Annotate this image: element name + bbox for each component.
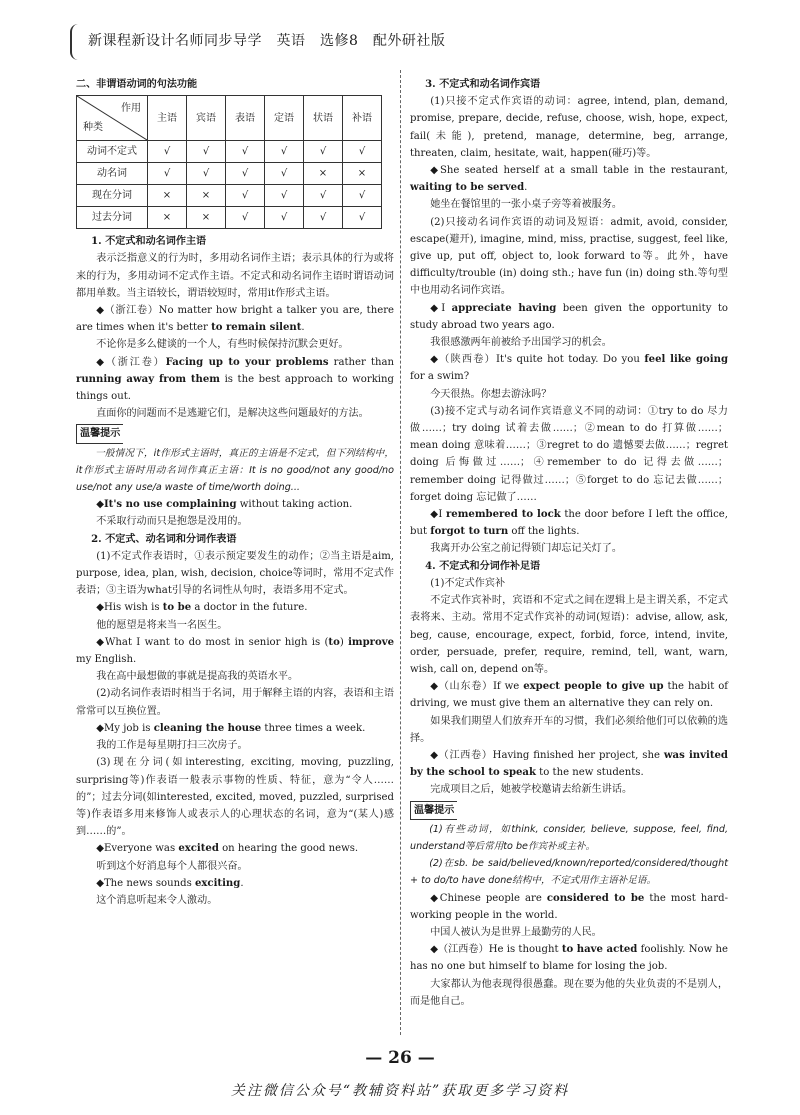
footer-note: 关注微信公众号“教辅资料站”获取更多学习资料 bbox=[230, 1083, 570, 1099]
text-run: ◆His wish is bbox=[96, 602, 163, 614]
text-run: for a swim? bbox=[410, 371, 470, 383]
text-run: ) bbox=[339, 636, 349, 648]
table-row bbox=[77, 163, 382, 185]
bold-run: expect people to give up bbox=[523, 681, 664, 693]
example-cn: 她坐在餐馆里的一张小桌子旁等着被服务。 bbox=[430, 199, 622, 211]
example-en bbox=[76, 496, 394, 513]
text-run: . bbox=[301, 322, 305, 334]
row-label: 现在分词 bbox=[77, 185, 148, 207]
table-row bbox=[77, 141, 382, 163]
example-en bbox=[76, 599, 394, 616]
column-header: 补语 bbox=[343, 96, 382, 141]
example-cn: 大家都认为他表现得很愚蠢。现在要为他的失业负责的不是别人，而是他自己。 bbox=[410, 978, 728, 1007]
column-header: 定语 bbox=[265, 96, 304, 141]
text-run: rather than bbox=[328, 356, 394, 368]
example-en bbox=[410, 506, 728, 540]
column-header: 表语 bbox=[226, 96, 265, 141]
bold-run: improve bbox=[348, 636, 394, 648]
bold-run: to have acted bbox=[561, 944, 638, 956]
text-run: ◆My job is bbox=[96, 722, 154, 734]
table-cell: √ bbox=[265, 207, 304, 229]
paragraph: (2)只接动名词作宾语的动词及短语：admit, avoid, consider, escape(避开), imagine, mind, miss, practise, suggest, feel like, give up, put off, object to, look forward to等。此外，have difficulty/trouble (in) doing sth.; have fun (in) doing sth.等句型中也用动名词作宾语。 bbox=[410, 216, 728, 297]
table-cell: √ bbox=[265, 163, 304, 185]
text-run: ◆（江西卷）He is thought bbox=[430, 944, 562, 956]
table-cell: √ bbox=[304, 185, 343, 207]
corner-top-label: 作用 bbox=[121, 103, 141, 115]
example-cn: 他的愿望是将来当一名医生。 bbox=[96, 619, 228, 631]
page-header bbox=[70, 24, 760, 64]
example-en bbox=[410, 941, 728, 975]
bold-run: running away from them bbox=[76, 373, 220, 385]
table-cell: √ bbox=[304, 207, 343, 229]
bold-run: It's no use complaining bbox=[103, 499, 237, 511]
tip-text: 一般情况下，it作形式主语时，真正的主语是不定式，但下列结构中，it作形式主语时用动名词作真正主语：It is no good/not any good/no use/not any use/a waste of time/worth doing... bbox=[76, 447, 394, 494]
bold-run: waiting to be served bbox=[410, 182, 525, 194]
text-run: off the lights. bbox=[508, 526, 580, 538]
bold-run: exciting bbox=[194, 877, 241, 889]
subsection-title: 3. 不定式和动名词作宾语 bbox=[425, 79, 541, 90]
table-cell: × bbox=[148, 185, 187, 207]
table-cell: × bbox=[343, 163, 382, 185]
tip-label: 温馨提示 bbox=[410, 801, 457, 820]
corner-bottom-label: 种类 bbox=[83, 122, 103, 133]
paragraph: (2)动名词作表语时相当于名词，用于解释主语的内容，表语和主语常常可以互换位置。 bbox=[76, 688, 394, 717]
example-en bbox=[410, 351, 728, 385]
table-cell: √ bbox=[265, 141, 304, 163]
table-cell: √ bbox=[304, 141, 343, 163]
paragraph: 不定式作宾补时，宾语和不定式之间在逻辑上是主谓关系，不定式表将来、主动。常用不定式作宾补的动词(短语)：advise, allow, ask, beg, cause, encourage, expect, forbid, force, intend, invite, order, persuade, prefer, require, remind, tell, want, warn, wish, call on, depend on等。 bbox=[410, 595, 728, 675]
bold-run: excited bbox=[178, 843, 219, 855]
row-label: 动名词 bbox=[77, 163, 148, 185]
bold-run: feel like going bbox=[644, 354, 729, 366]
example-cn: 我很感激两年前被给予出国学习的机会。 bbox=[430, 337, 612, 349]
text-run: ◆（浙江卷）No matter how bright a talker you are, there are times when it's better bbox=[76, 305, 394, 334]
function-table bbox=[76, 95, 382, 229]
row-label: 动词不定式 bbox=[77, 141, 148, 163]
paragraph: (3)接不定式与动名词作宾语意义不同的动词：①try to do 尽力做……；try doing 试着去做……；②mean to do 打算做……；mean doing 意味着……；③regret to do 遗憾要去做……；regret doing 后悔做过……；④remember to do 记得去做……；remember doing 记得做过……；⑤forget to do 忘记去做……；forget doing 忘记做了…… bbox=[410, 405, 728, 503]
text-run: foolishly. Now he has no one but himself to blame for losing the job. bbox=[410, 944, 728, 973]
text-run: . bbox=[524, 182, 528, 194]
example-cn: 如果我们期望人们放弃开车的习惯，我们必须给他们可以依赖的选择。 bbox=[410, 715, 728, 744]
example-en bbox=[76, 634, 394, 668]
subsection-title: 1. 不定式和动名词作主语 bbox=[91, 236, 207, 248]
table-row bbox=[77, 207, 382, 229]
example-cn: 我的工作是每星期打扫三次房子。 bbox=[96, 740, 248, 752]
tip-text: (1)有些动词，如think, consider, believe, suppose, feel, find, understand等后常用to be作宾补或主补。 bbox=[410, 823, 728, 852]
text-run: ◆（浙江卷） bbox=[96, 356, 166, 368]
example-en bbox=[410, 890, 728, 924]
example-cn: 不论你是多么健谈的一个人，有些时候保持沉默会更好。 bbox=[96, 339, 349, 351]
example-cn: 不采取行动而只是抱怨是没用的。 bbox=[96, 516, 248, 528]
bold-run: considered to be bbox=[546, 892, 645, 904]
text-run: ◆I bbox=[430, 509, 446, 521]
table-cell: √ bbox=[343, 141, 382, 163]
text-run: the most hard-working people in the world. bbox=[410, 892, 728, 921]
tip-label: 温馨提示 bbox=[76, 424, 123, 443]
text-run: ◆She seated herself at a small table in the restaurant, bbox=[430, 165, 728, 177]
text-run: ◆（山东卷）If we bbox=[430, 681, 524, 693]
example-cn: 我在高中最想做的事就是提高我的英语水平。 bbox=[96, 671, 299, 683]
table-cell: √ bbox=[226, 185, 265, 207]
example-cn: 听到这个好消息每个人都很兴奋。 bbox=[96, 860, 248, 872]
subsection-title: 4. 不定式和分词作补足语 bbox=[425, 560, 541, 572]
text-run: on hearing the good news. bbox=[218, 843, 359, 855]
text-run: the habit of driving, we must give them an alternative they can rely on. bbox=[410, 681, 729, 710]
table-cell: × bbox=[187, 207, 226, 229]
paragraph: (3)现在分词(如interesting, exciting, moving, puzzling, surprising等)作表语一般表示事物的性质、特征，意为“令人……的”；过去分词(如interested, excited, moved, puzzled, surprised等)作表语多用来修饰人或表示人的心理状态的名词，意为“(某人)感到……的”。 bbox=[76, 757, 394, 838]
left-column bbox=[76, 76, 394, 909]
example-en bbox=[410, 162, 728, 196]
table-header-row bbox=[77, 96, 382, 141]
text-run: the door before I left the office, but bbox=[410, 509, 728, 538]
table-cell: √ bbox=[226, 163, 265, 185]
example-en bbox=[410, 300, 728, 334]
text-run: my English. bbox=[76, 654, 137, 666]
table-cell: √ bbox=[265, 185, 304, 207]
table-cell: × bbox=[304, 163, 343, 185]
text-run: ◆Chinese people are bbox=[430, 892, 547, 904]
example-en bbox=[76, 354, 394, 406]
example-cn: 完成项目之后，她被学校邀请去给新生讲话。 bbox=[430, 784, 633, 796]
section-title: 二、非谓语动词的句法功能 bbox=[76, 79, 198, 90]
text-run: ◆The news sounds bbox=[96, 877, 195, 889]
example-cn: 这个消息听起来令人激动。 bbox=[96, 894, 218, 906]
text-run: is the best approach to working things out. bbox=[76, 373, 395, 403]
example-en bbox=[76, 840, 394, 857]
text-run: ◆I bbox=[430, 302, 452, 314]
text-run: a doctor in the future. bbox=[191, 602, 308, 614]
text-run: ◆What I want to do most in senior high is ( bbox=[96, 636, 329, 648]
table-cell: √ bbox=[187, 163, 226, 185]
example-en bbox=[76, 720, 394, 737]
subsection-title: 2. 不定式、动名词和分词作表语 bbox=[91, 533, 237, 545]
sub-heading: (1)不定式作宾补 bbox=[430, 577, 506, 589]
bold-run: appreciate having bbox=[451, 302, 557, 314]
tip-text: (2)在sb. be said/believed/known/reported/considered/thought + to do/to have done结构中，不定式用作主语补足语。 bbox=[410, 858, 728, 887]
column-header: 主语 bbox=[148, 96, 187, 141]
example-cn: 中国人被认为是世界上最勤劳的人民。 bbox=[430, 926, 602, 938]
paragraph: (1)只接不定式作宾语的动词：agree, intend, plan, demand, promise, prepare, decide, refuse, choose, wish, hope, expect, fail(未能), pretend, manage, determine, beg, arrange, threaten, claim, hesitate, wait, happen(碰巧)等。 bbox=[410, 96, 728, 159]
table-cell: √ bbox=[148, 163, 187, 185]
bold-run: remembered to lock bbox=[445, 509, 561, 521]
text-run: without taking action. bbox=[236, 499, 353, 511]
example-en bbox=[76, 302, 394, 336]
column-divider bbox=[400, 70, 401, 1035]
text-run: ◆（陕西卷）It's quite hot today. Do you bbox=[430, 354, 645, 366]
table-cell: × bbox=[187, 185, 226, 207]
example-en bbox=[76, 875, 394, 892]
example-cn: 今天很热。你想去游泳吗？ bbox=[430, 388, 552, 400]
table-row bbox=[77, 185, 382, 207]
text-run: . bbox=[240, 877, 244, 889]
bold-run: to remain silent bbox=[211, 322, 302, 334]
header-brace bbox=[70, 24, 80, 60]
row-label: 过去分词 bbox=[77, 207, 148, 229]
example-cn: 我离开办公室之前记得锁门却忘记关灯了。 bbox=[430, 543, 622, 555]
column-header: 状语 bbox=[304, 96, 343, 141]
table-cell: × bbox=[148, 207, 187, 229]
bold-run: Facing up to your problems bbox=[165, 356, 329, 368]
text-run: ◆ bbox=[96, 499, 104, 511]
table-cell: √ bbox=[187, 141, 226, 163]
right-column bbox=[410, 76, 728, 1010]
bold-run: cleaning the house bbox=[153, 722, 262, 734]
paragraph: 表示泛指意义的行为时，多用动名词作主语；表示具体的行为或将来的行为，多用动词不定式作主语。不定式和动名词作主语时谓语动词都用单数。当主语较长，谓语较短时，常用it作形式主语。 bbox=[76, 253, 394, 299]
table-cell: √ bbox=[148, 141, 187, 163]
paragraph: (1)不定式作表语时，①表示预定要发生的动作；②当主语是aim, purpose, idea, plan, wish, decision, choice等词时，常用不定式作表语；③主语为what引导的名词性从句时，表语多用不定式。 bbox=[76, 550, 394, 597]
bold-run: was invited by the school to speak bbox=[410, 749, 728, 779]
example-en bbox=[410, 678, 728, 712]
column-header: 宾语 bbox=[187, 96, 226, 141]
example-en bbox=[410, 747, 728, 781]
bold-run: to bbox=[328, 636, 340, 648]
table-cell: √ bbox=[343, 207, 382, 229]
table-cell: √ bbox=[226, 141, 265, 163]
text-run: to the new students. bbox=[535, 767, 644, 779]
text-run: been given the opportunity to study abroad two years ago. bbox=[410, 302, 728, 331]
text-run: ◆Everyone was bbox=[96, 843, 179, 855]
book-title: 新课程新设计名师同步导学 英语 选修8 配外研社版 bbox=[88, 33, 446, 49]
page-number: — 26 — bbox=[365, 1048, 435, 1068]
example-cn: 直面你的问题而不是逃避它们，是解决这些问题最好的方法。 bbox=[96, 408, 369, 420]
text-run: three times a week. bbox=[261, 722, 366, 734]
table-cell: √ bbox=[343, 185, 382, 207]
text-run: ◆（江西卷）Having finished her project, she bbox=[430, 749, 664, 761]
bold-run: forgot to turn bbox=[430, 526, 509, 538]
table-corner-cell bbox=[77, 96, 148, 141]
bold-run: to be bbox=[162, 602, 192, 614]
table-cell: √ bbox=[226, 207, 265, 229]
